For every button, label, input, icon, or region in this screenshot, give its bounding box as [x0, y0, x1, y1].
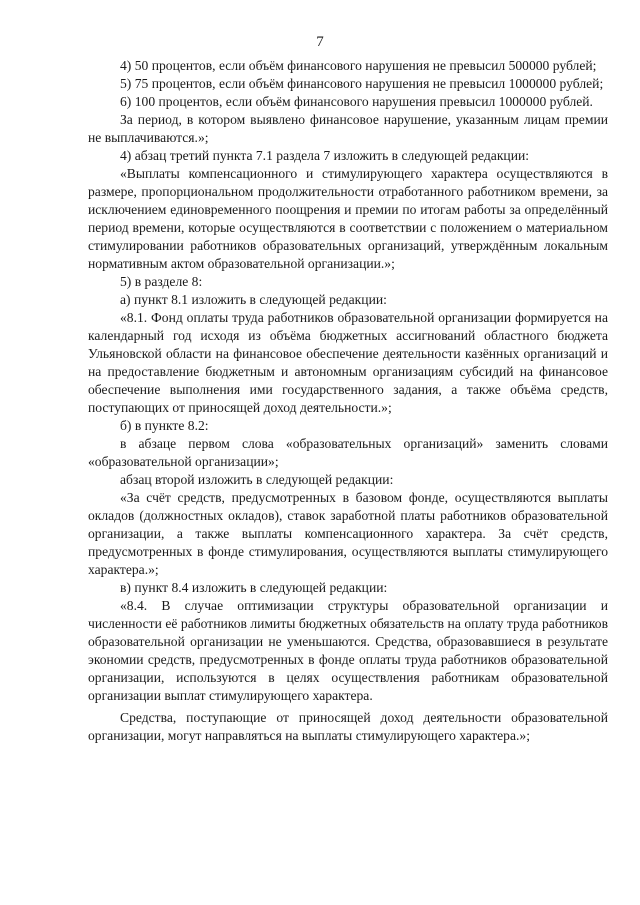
paragraph: За период, в котором выявлено финансовое нарушение, указанным лицам премии не выплачиваются.»;	[88, 112, 608, 145]
paragraph: Средства, поступающие от приносящей доход деятельности образовательной организации, могут направляться на выплаты стимулирующего характера.»;	[88, 710, 608, 743]
paragraph: «За счёт средств, предусмотренных в базовом фонде, осуществляются выплаты окладов (должностных окладов), ставок заработной платы работников образовательной организации, а также выплаты компенсационного характера. За счёт средств, предусмотренных в фонде стимулирования, осуществляются выплаты стимулирующего характера.»;	[88, 490, 608, 577]
paragraph: 4) абзац третий пункта 7.1 раздела 7 изложить в следующей редакции:	[120, 148, 530, 163]
paragraph: 6) 100 процентов, если объём финансового нарушения превысил 1000000 рублей.	[120, 94, 593, 109]
paragraph: б) в пункте 8.2:	[120, 418, 209, 433]
paragraph: в) пункт 8.4 изложить в следующей редакции:	[120, 580, 388, 595]
paragraph: 5) 75 процентов, если объём финансового нарушения не превысил 1000000 рублей;	[120, 76, 604, 91]
paragraph: а) пункт 8.1 изложить в следующей редакции:	[120, 292, 387, 307]
paragraph: «Выплаты компенсационного и стимулирующего характера осуществляются в размере, пропорциональном продолжительности отработанного работником времени, за исключением единовременного поощрения и премии по итогам работы за определённый период времени, которые осуществляются в соответствии с положением о материальном стимулировании работников образовательных организаций, утверждённым локальным нормативным актом образовательной организации.»;	[88, 166, 608, 271]
paragraph: «8.1. Фонд оплаты труда работников образовательной организации формируется на календарный год исходя из объёма бюджетных ассигнований областного бюджета Ульяновской области на финансовое обеспечение деятельности казённых организаций и на предоставление бюджетным и автономным организациям субсидий на финансовое обеспечение выполнения ими государственного задания, а также объёма средств, поступающих от приносящей доход деятельности.»;	[88, 310, 608, 415]
paragraph: 4) 50 процентов, если объём финансового нарушения не превысил 500000 рублей;	[120, 58, 597, 73]
paragraph: абзац второй изложить в следующей редакции:	[120, 472, 394, 487]
paragraph: в абзаце первом слова «образовательных организаций» заменить словами «образовательной организации»;	[88, 436, 608, 469]
page-number: 7	[316, 34, 324, 50]
document-body	[88, 57, 608, 745]
paragraph: 5) в разделе 8:	[120, 274, 203, 289]
paragraph: «8.4. В случае оптимизации структуры образовательной организации и численности её работников лимиты бюджетных обязательств на оплату труда работников образовательной организации не уменьшаются. Средства, образовавшиеся в результате экономии средств, предусмотренных в фонде оплаты труда работников образовательной организации, используются в целях осуществления работникам образовательной организации выплат стимулирующего характера.	[88, 598, 608, 703]
